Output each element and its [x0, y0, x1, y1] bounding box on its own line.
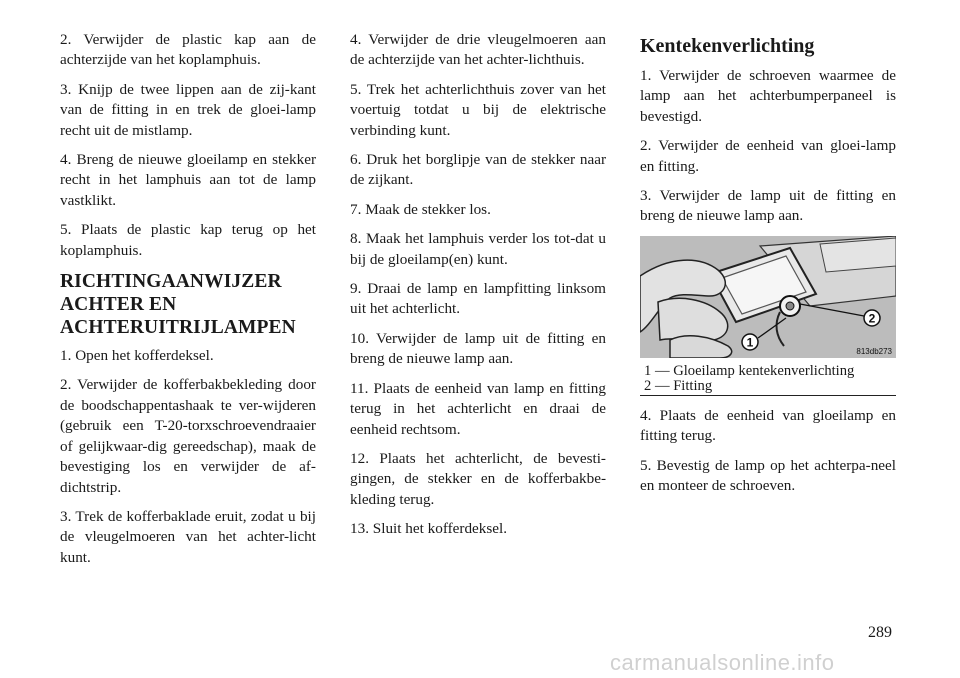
paragraph: 4. Breng de nieuwe gloeilamp en stekker recht in het lamphuis aan tot de lamp vastklikt. — [60, 151, 316, 209]
paragraph: 3. Trek de kofferbaklade eruit, zodat u bij de vleugelmoeren van het achter-licht kunt. — [60, 507, 316, 566]
paragraph: 4. Verwijder de drie vleugelmoeren aan de achterzijde van het achter-lichthuis. — [350, 31, 606, 69]
paragraph: 3. Verwijder de lamp uit de fitting en breng de nieuwe lamp aan. — [640, 187, 896, 225]
paragraph: 9. Draai de lamp en lampfitting linksom uit het achterlicht. — [350, 280, 606, 318]
figure-code: 813db273 — [856, 346, 892, 356]
legend-divider — [640, 395, 896, 396]
legend-item-2: 2 — Fitting — [644, 377, 713, 394]
paragraph: 2. Verwijder de eenheid van gloei-lamp en fitting. — [640, 137, 896, 175]
figure-legend — [640, 364, 896, 396]
paragraph: 1. Verwijder de schroeven waarmee de lamp aan het achterbumperpaneel is bevestigd. — [640, 67, 896, 125]
paragraph: 12. Plaats het achterlicht, de bevesti-gingen, de stekker en de kofferbakbe-kleding terug. — [350, 449, 606, 508]
column-3 — [640, 30, 896, 505]
paragraph: 2. Verwijder de kofferbakbekleding door de boodschappentashaak te ver-wijderen (gebruik een T-20-torxschroevendraaier of gelijkwaar-dig gereedschap), maak de bevestiging los en verwijder de af-dichtstrip. — [60, 376, 316, 496]
paragraph: 5. Trek het achterlichthuis zover van het voertuig totdat u bij de elektrische verbinding kunt. — [350, 80, 606, 139]
callout-2-label: 2 — [868, 311, 876, 326]
paragraph: 1. Open het kofferdeksel. — [60, 347, 214, 365]
paragraph: 13. Sluit het kofferdeksel. — [350, 520, 508, 538]
paragraph: 2. Verwijder de plastic kap aan de achterzijde van het koplamphuis. — [60, 31, 316, 69]
paragraph: 6. Druk het borglipje van de stekker naar de zijkant. — [350, 151, 606, 189]
paragraph: 8. Maak het lamphuis verder los tot-dat u bij de gloeilamp(en) kunt. — [350, 230, 606, 268]
column-2 — [350, 30, 606, 549]
paragraph: 5. Bevestig de lamp op het achterpa-neel en monteer de schroeven. — [640, 456, 896, 495]
paragraph: 5. Plaats de plastic kap terug op het koplamphuis. — [60, 221, 316, 259]
paragraph: 11. Plaats de eenheid van lamp en fitting terug in het achterlicht en draai de eenheid rechtsom. — [350, 379, 606, 438]
legend-item-1: 1 — Gloeilamp kentekenverlichting — [644, 362, 855, 379]
paragraph: 10. Verwijder de lamp uit de fitting en breng de nieuwe lamp aan. — [350, 329, 606, 368]
license-lamp-illustration — [640, 236, 896, 358]
column-1 — [60, 30, 316, 577]
paragraph: 3. Knijp de twee lippen aan de zij-kant van de fitting in en trek de gloei-lamp recht uit de mistlamp. — [60, 80, 316, 139]
watermark: carmanualsonline.info — [610, 650, 835, 675]
section-heading-richtingaanwijzer: RICHTINGAANWIJZER ACHTER EN ACHTERUITRIJLAMPEN — [60, 271, 296, 339]
illustration-drawing — [640, 236, 896, 358]
page-number: 289 — [868, 624, 892, 641]
callout-1-label: 1 — [746, 335, 754, 350]
paragraph: 4. Plaats de eenheid van gloeilamp en fitting terug. — [640, 406, 896, 445]
section-heading-kentekenverlichting: Kentekenverlichting — [640, 35, 815, 57]
paragraph: 7. Maak de stekker los. — [350, 200, 491, 218]
